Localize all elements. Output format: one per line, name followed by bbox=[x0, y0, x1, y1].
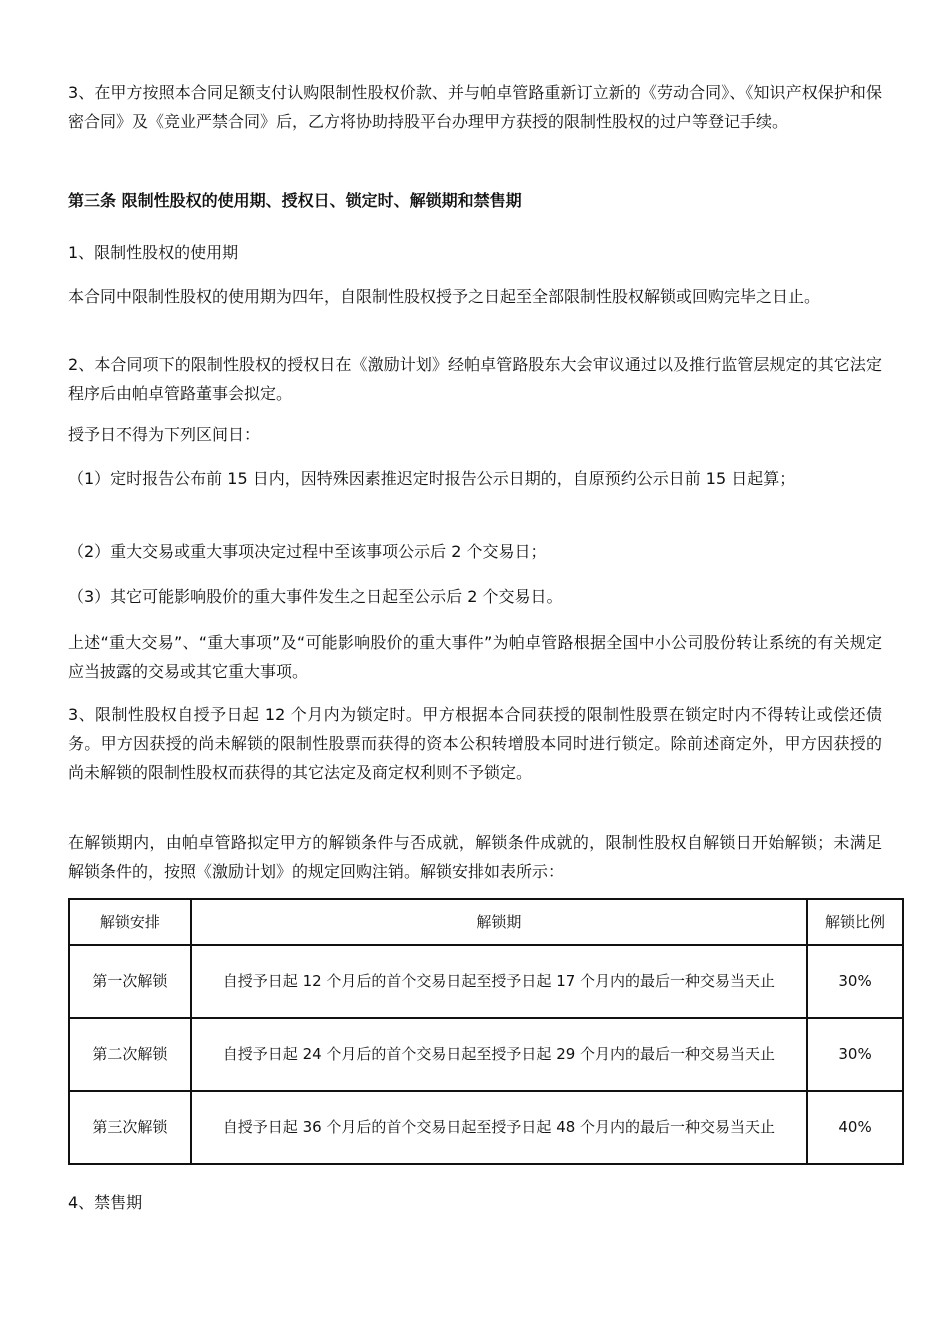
section-heading-article-3: 第三条 限制性股权的使用期、授权日、锁定时、解锁期和禁售期 bbox=[68, 191, 522, 210]
header-unlock-ratio: 解锁比例 bbox=[807, 899, 903, 945]
paragraph-lock-period: 3、限制性股权自授予日起 12 个月内为锁定时。甲方根据本合同获授的限制性股票在锁定时内不得转让或偿还债务。甲方因获授的尚未解锁的限制性股票而获得的资本公积转增股本同时进行锁定。除前述商定外，甲方因获授的尚未解锁的限制性股权而获得的其它法定及商定权利则不予锁定。 bbox=[68, 705, 882, 782]
paragraph-lockup-period-title: 4、禁售期 bbox=[68, 1193, 143, 1212]
header-unlock-period: 解锁期 bbox=[191, 899, 807, 945]
table-row bbox=[69, 1018, 903, 1091]
paragraph-grant-date: 2、本合同项下的限制性股权的授权日在《激励计划》经帕卓管路股东大会审议通过以及推行监管层规定的其它法定程序后由帕卓管路董事会拟定。 bbox=[68, 355, 882, 403]
header-unlock-arrangement: 解锁安排 bbox=[69, 899, 191, 945]
paragraph-transfer-registration: 3、在甲方按照本合同足额支付认购限制性股权价款、并与帕卓管路重新订立新的《劳动合同》、《知识产权保护和保密合同》及《竞业严禁合同》后，乙方将协助持股平台办理甲方获授的限制性股权的过户等登记手续。 bbox=[68, 83, 882, 131]
cell-period: 自授予日起 36 个月后的首个交易日起至授予日起 48 个月内的最后一种交易当天止 bbox=[191, 1091, 807, 1164]
paragraph-usage-period-body: 本合同中限制性股权的使用期为四年，自限制性股权授予之日起至全部限制性股权解锁或回购完毕之日止。 bbox=[68, 287, 821, 306]
cell-arrangement: 第二次解锁 bbox=[69, 1018, 191, 1091]
paragraph-grant-date-restrictions: 授予日不得为下列区间日： bbox=[68, 425, 261, 444]
cell-ratio: 30% bbox=[807, 1018, 903, 1091]
paragraph-definitions: 上述“重大交易”、“重大事项”及“可能影响股价的重大事件”为帕卓管路根据全国中小公司股份转让系统的有关规定应当披露的交易或其它重大事项。 bbox=[68, 633, 882, 681]
table-row bbox=[69, 945, 903, 1018]
cell-ratio: 40% bbox=[807, 1091, 903, 1164]
unlock-schedule-table bbox=[68, 898, 904, 1165]
cell-period: 自授予日起 24 个月后的首个交易日起至授予日起 29 个月内的最后一种交易当天止 bbox=[191, 1018, 807, 1091]
cell-arrangement: 第一次解锁 bbox=[69, 945, 191, 1018]
cell-ratio: 30% bbox=[807, 945, 903, 1018]
paragraph-restriction-1: （1）定时报告公布前 15 日内，因特殊因素推迟定时报告公示日期的，自原预约公示日前 15 日起算； bbox=[68, 469, 796, 488]
table-header-row bbox=[69, 899, 903, 945]
cell-period: 自授予日起 12 个月后的首个交易日起至授予日起 17 个月内的最后一种交易当天止 bbox=[191, 945, 807, 1018]
cell-arrangement: 第三次解锁 bbox=[69, 1091, 191, 1164]
paragraph-unlock-conditions: 在解锁期内，由帕卓管路拟定甲方的解锁条件与否成就，解锁条件成就的，限制性股权自解锁日开始解锁；未满足解锁条件的，按照《激励计划》的规定回购注销。解锁安排如表所示： bbox=[68, 833, 882, 881]
table-row bbox=[69, 1091, 903, 1164]
paragraph-restriction-3: （3）其它可能影响股价的重大事件发生之日起至公示后 2 个交易日。 bbox=[68, 587, 563, 606]
paragraph-restriction-2: （2）重大交易或重大事项决定过程中至该事项公示后 2 个交易日； bbox=[68, 542, 547, 561]
paragraph-usage-period-title: 1、限制性股权的使用期 bbox=[68, 243, 239, 262]
